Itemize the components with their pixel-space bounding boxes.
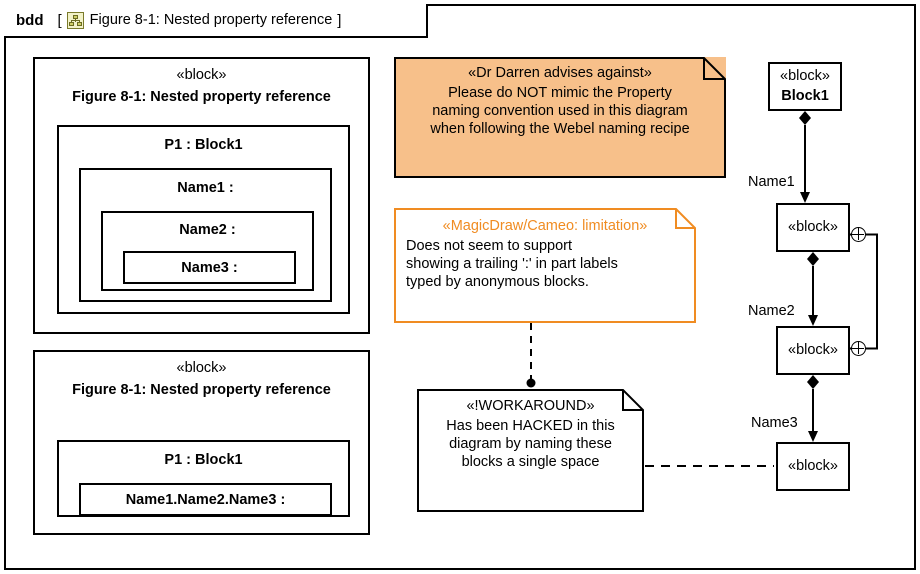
edge-label-name1: Name1 bbox=[748, 174, 795, 190]
edge-label-name2: Name2 bbox=[748, 303, 795, 319]
note-workaround[interactable] bbox=[417, 389, 644, 512]
note-workaround-line1: Has been HACKED in this bbox=[446, 418, 615, 434]
part-name2-label: Name2 : bbox=[179, 222, 236, 238]
block-b-stereotype: «block» bbox=[176, 360, 227, 376]
block-anon-3[interactable] bbox=[776, 442, 850, 491]
edge-label-name3: Name3 bbox=[751, 415, 798, 431]
block-anon-3-stereotype: «block» bbox=[788, 458, 838, 474]
part-p1-block1-b[interactable] bbox=[57, 440, 350, 517]
part-name3-label: Name3 : bbox=[181, 260, 238, 276]
block-root-stereotype: «block» bbox=[780, 68, 830, 84]
diagram-frame-header bbox=[4, 4, 428, 38]
block-a-name: Figure 8-1: Nested property reference bbox=[72, 89, 331, 105]
part-name3[interactable] bbox=[123, 251, 296, 284]
note-dr-darren-line2: naming convention used in this diagram bbox=[432, 103, 688, 120]
note-dr-darren-line3: when following the Webel naming recipe bbox=[430, 121, 690, 138]
bracket-close: ] bbox=[337, 11, 342, 29]
block-anon-1[interactable] bbox=[776, 203, 850, 252]
block-figure81-nested-a[interactable] bbox=[33, 57, 370, 334]
block-root-name: Block1 bbox=[781, 88, 829, 104]
block-b-name: Figure 8-1: Nested property reference bbox=[72, 382, 331, 398]
note-workaround-line3: blocks a single space bbox=[461, 454, 600, 471]
note-dr-darren[interactable] bbox=[394, 57, 726, 178]
note-limitation-stereotype: «MagicDraw/Cameo: limitation» bbox=[442, 218, 648, 234]
note-workaround-line2: diagram by naming these bbox=[449, 436, 612, 453]
part-p1-block1-a[interactable] bbox=[57, 125, 350, 314]
note-workaround-stereotype: «!WORKAROUND» bbox=[466, 398, 595, 414]
note-magicdraw-limitation[interactable] bbox=[394, 208, 696, 323]
diagram-title: Figure 8-1: Nested property reference bbox=[89, 12, 333, 28]
part-name1[interactable] bbox=[79, 168, 332, 302]
part-p1-label-b: P1 : Block1 bbox=[164, 452, 243, 468]
part-name1-name2-name3[interactable] bbox=[79, 483, 332, 516]
crossed-circle-1 bbox=[851, 227, 866, 242]
note-limitation-line1: Does not seem to support bbox=[406, 238, 573, 254]
block-root-block1[interactable] bbox=[768, 62, 842, 111]
diagram-kind-label: bdd bbox=[16, 11, 44, 29]
bdd-icon bbox=[67, 12, 84, 29]
part-p1-label-a: P1 : Block1 bbox=[164, 137, 243, 153]
crossed-circle-2 bbox=[851, 341, 866, 356]
note-dr-darren-stereotype: «Dr Darren advises against» bbox=[468, 65, 652, 81]
note-limitation-line2: showing a trailing ':' in part labels bbox=[406, 256, 618, 273]
part-name1-label: Name1 : bbox=[177, 180, 234, 196]
block-figure81-nested-b[interactable] bbox=[33, 350, 370, 535]
block-anon-2-stereotype: «block» bbox=[788, 342, 838, 358]
note-dr-darren-line1: Please do NOT mimic the Property bbox=[448, 85, 672, 101]
block-anon-2[interactable] bbox=[776, 326, 850, 375]
part-name-chain-label: Name1.Name2.Name3 : bbox=[125, 492, 286, 508]
bracket-open: [ bbox=[57, 11, 62, 29]
note-limitation-line3: typed by anonymous blocks. bbox=[406, 274, 589, 291]
block-anon-1-stereotype: «block» bbox=[788, 219, 838, 235]
block-a-stereotype: «block» bbox=[176, 67, 227, 83]
part-name2[interactable] bbox=[101, 211, 314, 291]
